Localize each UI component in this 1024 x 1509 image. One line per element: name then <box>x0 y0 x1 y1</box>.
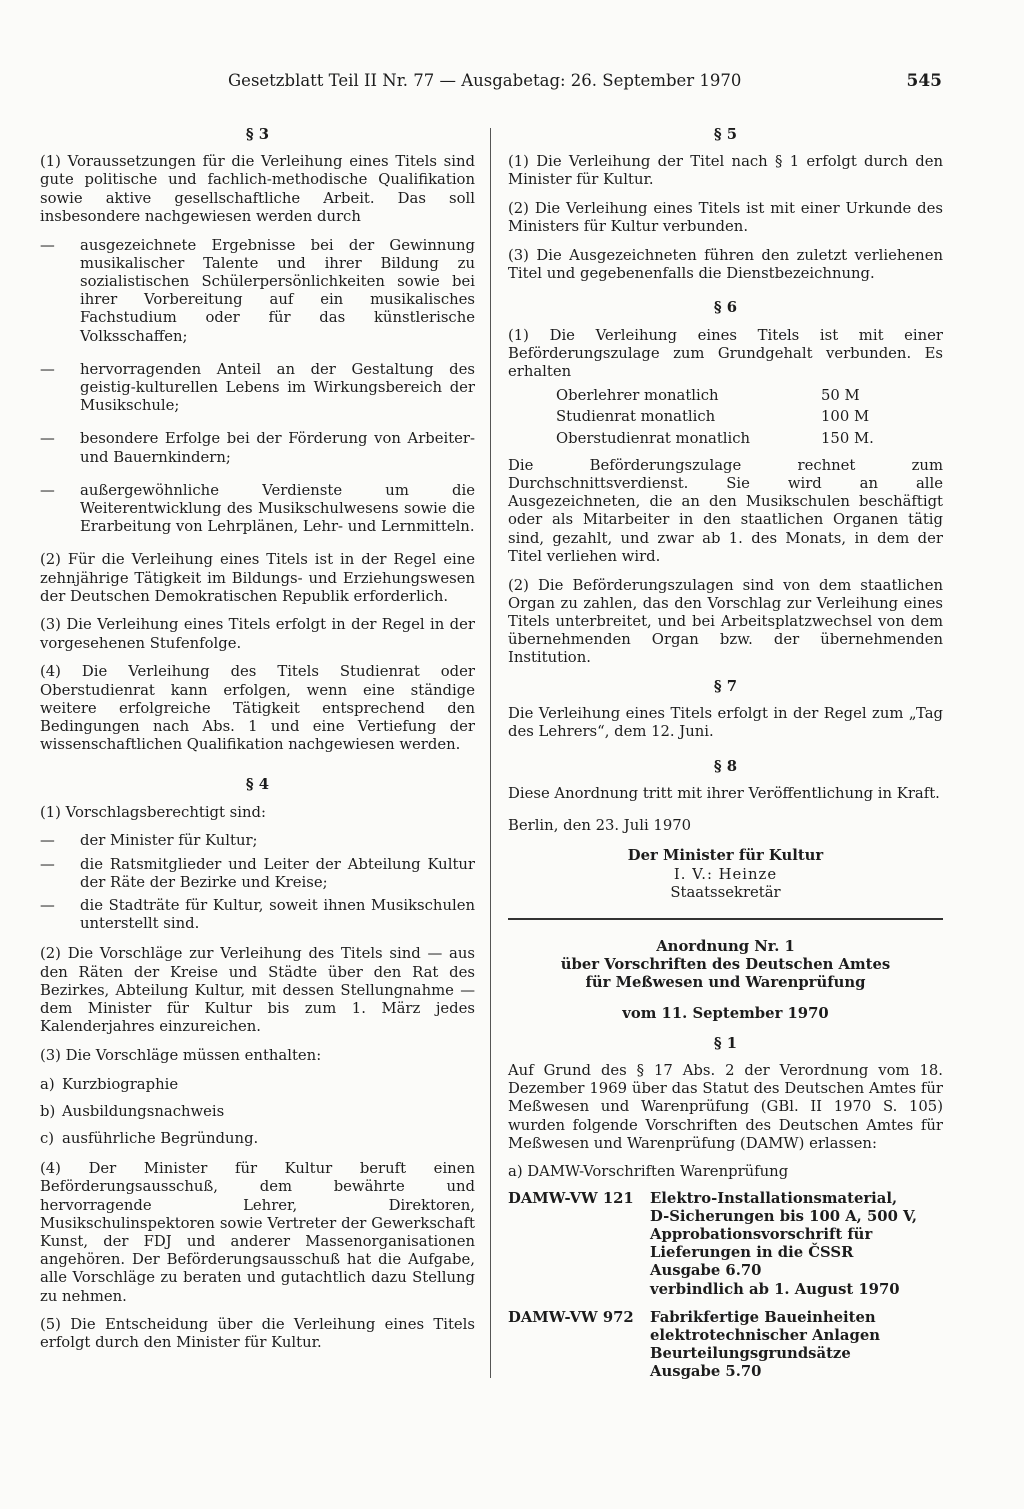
anordnung-title-3: für Meßwesen und Warenprüfung <box>585 974 866 992</box>
page-header <box>228 70 942 92</box>
signature-iv: I. V.: Heinze <box>673 865 778 883</box>
right-column <box>508 126 943 1392</box>
place-date: Berlin, den 23. Juli 1970 <box>508 817 692 835</box>
s4-paragraph-1: (1) Vorschlagsberechtigt sind: <box>40 803 266 821</box>
s4-paragraph-2: (2) Die Vorschläge zur Verleihung des Titels sind — aus den Räten der Kreise und Städte über den Rat des Bezirkes, Abteilung Kultur, mit dessen Stellungnahme — dem Minister für Kultur bis zum 1. März jedes Kalenderjahres einzureichen. <box>40 945 475 1036</box>
s3-criteria-list <box>40 237 475 537</box>
signature-org: Der Minister für Kultur <box>627 847 824 865</box>
section-rule <box>508 918 943 920</box>
s8-paragraph-1: Diese Anordnung tritt mit ihrer Veröffentlichung in Kraft. <box>508 784 940 802</box>
section-heading-5: § 5 <box>713 126 738 143</box>
signature-role: Staatssekretär <box>670 883 781 901</box>
damw-description: Elektro-Installationsmaterial, D-Sicherungen bis 100 A, 500 V, Approbationsvorschrift für Lieferungen in die ČSSR Ausgabe 6.70 verbindlich ab 1. August 1970 <box>650 1189 918 1298</box>
s6-paragraph-2: (2) Die Beförderungszulagen sind von dem staatlichen Organ zu zahlen, das den Vorschlag zur Verleihung eines Titels unterbreitet, und bei Arbeitsplatzwechsel von dem übernehmenden Organ bzw. der übernehmenden Institution. <box>508 576 943 667</box>
anordnung-title-2: über Vorschriften des Deutschen Amtes <box>560 956 891 974</box>
list-item: — die Stadträte für Kultur, soweit ihnen Musikschulen unterstellt sind. <box>40 896 475 933</box>
header-title: Gesetzblatt Teil II Nr. 77 — Ausgabetag: 26. September 1970 <box>228 71 742 90</box>
damw-description: Fabrikfertige Baueinheiten elektrotechnischer Anlagen Beurteilungsgrundsätze Ausgabe 5.70 <box>650 1308 881 1381</box>
section-heading-3: § 3 <box>245 126 270 143</box>
list-item: — besondere Erfolge bei der Förderung von Arbeiter- und Bauernkindern; <box>40 430 475 466</box>
anordnung-paragraph-1: Auf Grund des § 17 Abs. 2 der Verordnung vom 18. Dezember 1969 über das Statut des Deutschen Amtes für Meßwesen und Warenprüfung (GBl. II 1970 S. 105) wurden folgende Vorschriften des Deutschen Amtes für Meßwesen und Warenprüfung (DAMW) erlassen: <box>508 1061 943 1152</box>
anordnung-sub-a: a) DAMW-Vorschriften Warenprüfung <box>508 1163 789 1181</box>
s4-paragraph-5: (5) Die Entscheidung über die Verleihung eines Titels erfolgt durch den Minister für Kultur. <box>40 1316 475 1352</box>
s5-paragraph-3: (3) Die Ausgezeichneten führen den zuletzt verliehenen Titel und gegebenenfalls die Dienstbezeichnung. <box>508 247 943 283</box>
list-item: b) Ausbildungsnachweis <box>40 1102 225 1120</box>
list-item: — hervorragenden Anteil an der Gestaltung des geistig-kulturellen Lebens im Wirkungsbereich der Musikschule; <box>40 360 475 415</box>
list-item: — die Ratsmitglieder und Leiter der Abteilung Kultur der Räte der Bezirke und Kreise; <box>40 855 475 891</box>
page-number: 545 <box>906 71 942 91</box>
table-row: Oberstudienrat monatlich 150 M. <box>556 429 874 447</box>
left-column <box>40 126 475 1363</box>
s6-paragraph-1: (1) Die Verleihung eines Titels ist mit einer Beförderungszulage zum Grundgehalt verbunden. Es erhalten <box>508 326 943 381</box>
s5-paragraph-2: (2) Die Verleihung eines Titels ist mit einer Urkunde des Ministers für Kultur verbunden. <box>508 200 943 236</box>
s3-paragraph-3: (3) Die Verleihung eines Titels erfolgt in der Regel in der vorgesehenen Stufenfolge. <box>40 616 475 652</box>
table-row: Studienrat monatlich 100 M <box>556 408 870 426</box>
s5-paragraph-1: (1) Die Verleihung der Titel nach § 1 erfolgt durch den Minister für Kultur. <box>508 153 943 189</box>
section-heading-1: § 1 <box>713 1034 738 1052</box>
salary-table <box>556 387 891 451</box>
s7-paragraph-1: Die Verleihung eines Titels erfolgt in der Regel zum „Tag des Lehrers“, dem 12. Juni. <box>508 705 943 741</box>
list-item: a) Kurzbiographie <box>40 1075 179 1093</box>
section-heading-8: § 8 <box>713 757 738 775</box>
s4-paragraph-4: (4) Der Minister für Kultur beruft einen Beförderungsausschuß, dem bewährte und hervorragende Lehrer, Direktoren, Musikschulinspektoren sowie Vertreter der Gewerkschaft Kunst, der FDJ und anderer Massenorganisationen angehören. Der Beförderungsausschuß hat die Aufgabe, alle Vorschläge zu beraten und gutachtlich dazu Stellung zu nehmen. <box>40 1160 475 1305</box>
table-row: Oberlehrer monatlich 50 M <box>556 387 860 405</box>
list-item: — der Minister für Kultur; <box>40 832 258 850</box>
anordnung-date: vom 11. September 1970 <box>622 1004 829 1022</box>
s4-contents-list <box>40 1076 475 1149</box>
column-divider <box>490 128 491 1378</box>
list-item: — ausgezeichnete Ergebnisse bei der Gewinnung musikalischer Talente und ihrer Bildung zu sozialistischen Schülerpersönlichkeiten sowie bei ihrer Vorbereitung auf ein musikalisches Fachstudium oder für das künstlerische Volksschaffen; <box>40 236 475 345</box>
table-row: DAMW-VW 121 Elektro-Installationsmaterial, D-Sicherungen bis 100 A, 500 V, Approbationsvorschrift für Lieferungen in die ČSSR Ausgabe 6.70 verbindlich ab 1. August 1970 <box>508 1190 943 1309</box>
s3-paragraph-2: (2) Für die Verleihung eines Titels ist in der Regel eine zehnjährige Tätigkeit im Bildungs- und Erziehungswesen der Deutschen Demokratischen Republik erforderlich. <box>40 551 475 605</box>
s4-proposer-list <box>40 832 475 933</box>
section-heading-7: § 7 <box>713 678 738 696</box>
table-row: DAMW-VW 972 Fabrikfertige Baueinheiten elektrotechnischer Anlagen Beurteilungsgrundsätze Ausgabe 5.70 <box>508 1309 943 1392</box>
s4-paragraph-3: (3) Die Vorschläge müssen enthalten: <box>40 1046 322 1064</box>
anordnung-title-1: Anordnung Nr. 1 <box>656 937 795 955</box>
section-heading-6: § 6 <box>713 299 738 317</box>
list-item: — außergewöhnliche Verdienste um die Weiterentwicklung des Musikschulwesens sowie die Erarbeitung von Lehrplänen, Lehr- und Lernmitteln. <box>40 481 475 536</box>
s3-paragraph-1: (1) Voraussetzungen für die Verleihung eines Titels sind gute politische und fachlich-methodische Qualifikation sowie aktive gesellschaftliche Arbeit. Das soll insbesondere nachgewiesen werden durch <box>40 153 475 225</box>
s3-paragraph-4: (4) Die Verleihung des Titels Studienrat oder Oberstudienrat kann erfolgen, wenn eine ständige weitere erfolgreiche Tätigkeit entsprechend den Bedingungen nach Abs. 1 und eine Vertiefung der wissenschaftlichen Qualifikation nachgewiesen werden. <box>40 663 475 754</box>
list-item: c) ausführliche Begründung. <box>40 1129 259 1147</box>
damw-table <box>508 1190 943 1392</box>
section-heading-4: § 4 <box>245 776 270 794</box>
s6-paragraph-1b: Die Beförderungszulage rechnet zum Durchschnittsverdienst. Sie wird an alle Ausgezeichneten, die an den Musikschulen beschäftigt oder als Mitarbeiter in den staatlichen Organen tätig sind, gezahlt, und zwar ab 1. des Monats, in dem der Titel verliehen wird. <box>508 456 943 565</box>
